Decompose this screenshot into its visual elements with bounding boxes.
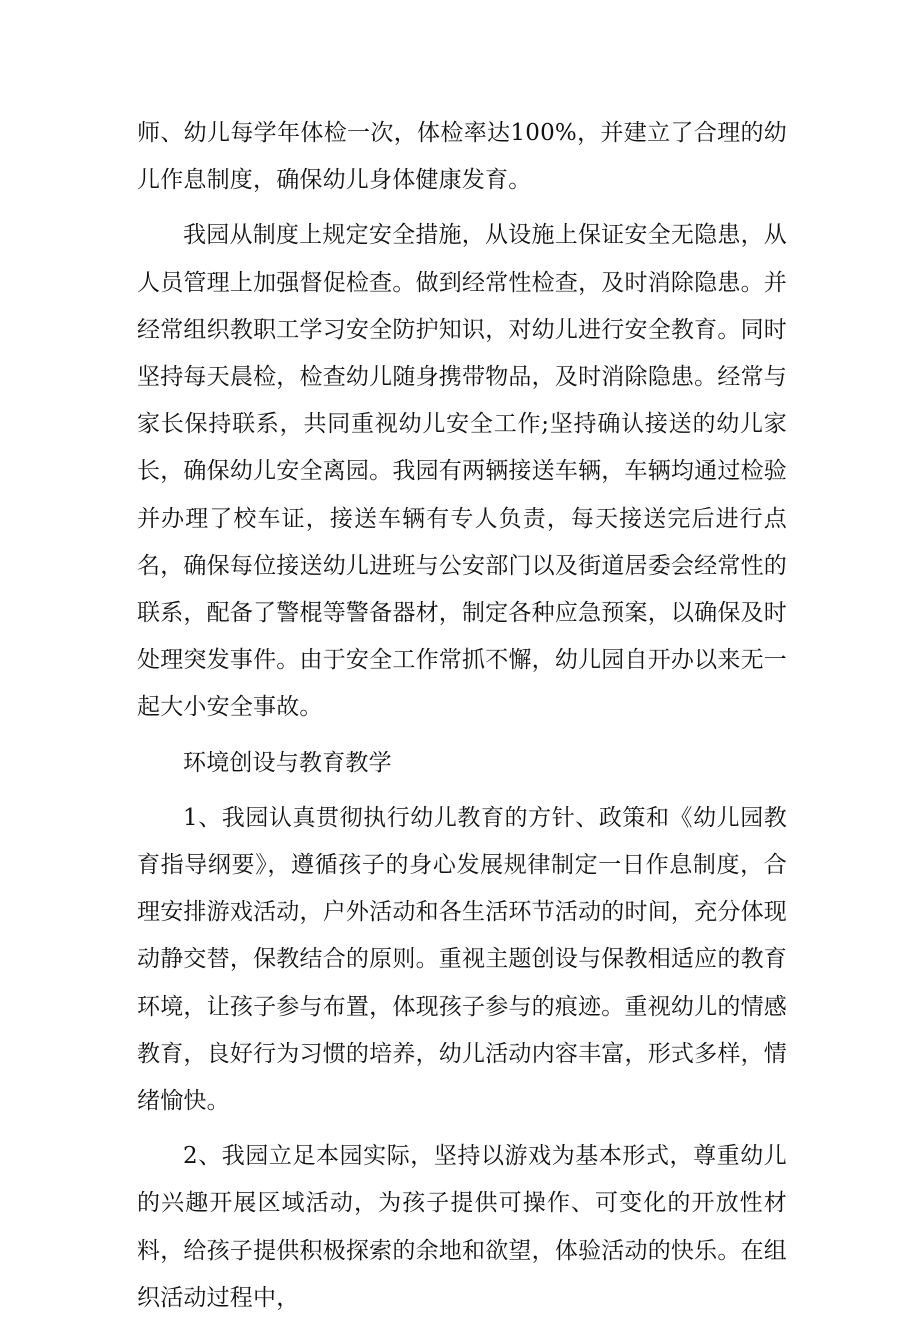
paragraph-safety-measures: 我园从制度上规定安全措施，从设施上保证安全无隐患，从人员管理上加强督促检查。做到经常性检查，及时消除隐患。并经常组织教职工学习安全防护知识，对幼儿进行安全教育。同时坚持每天晨检，检查幼儿随身携带物品，及时消除隐患。经常与家长保持联系，共同重视幼儿安全工作;坚持确认接送的幼儿家长，确保幼儿安全离园。我园有两辆接送车辆，车辆均通过检验并办理了校车证，接送车辆有专人负责，每天接送完后进行点名，确保每位接送幼儿进班与公安部门以及街道居委会经常性的联系，配备了警棍等警备器材，制定各种应急预案，以确保及时处理突发事件。由于安全工作常抓不懈，幼儿园自开办以来无一起大小安全事故。 <box>137 222 787 721</box>
paragraph-health-check: 师、幼儿每学年体检一次，体检率达100%，并建立了合理的幼儿作息制度，确保幼儿身体健康发育。 <box>137 120 787 194</box>
document-body <box>137 110 787 1322</box>
paragraph-education-guidelines: 1、我园认真贯彻执行幼儿教育的方针、政策和《幼儿园教育指导纲要》，遵循孩子的身心发展规律制定一日作息制度，合理安排游戏活动，户外活动和各生活环节活动的时间，充分体现动静交替，保教结合的原则。重视主题创设与保教相适应的教育环境，让孩子参与布置，体现孩子参与的痕迹。重视幼儿的情感教育，良好行为习惯的培养，幼儿活动内容丰富，形式多样，情绪愉快。 <box>137 804 787 1115</box>
paragraph-area-activities: 2、我园立足本园实际，坚持以游戏为基本形式，尊重幼儿的兴趣开展区域活动，为孩子提供可操作、可变化的开放性材料，给孩子提供积极探索的余地和欲望，体验活动的快乐。在组织活动过程中， <box>137 1143 787 1311</box>
section-heading-environment-education: 环境创设与教育教学 <box>183 749 392 776</box>
